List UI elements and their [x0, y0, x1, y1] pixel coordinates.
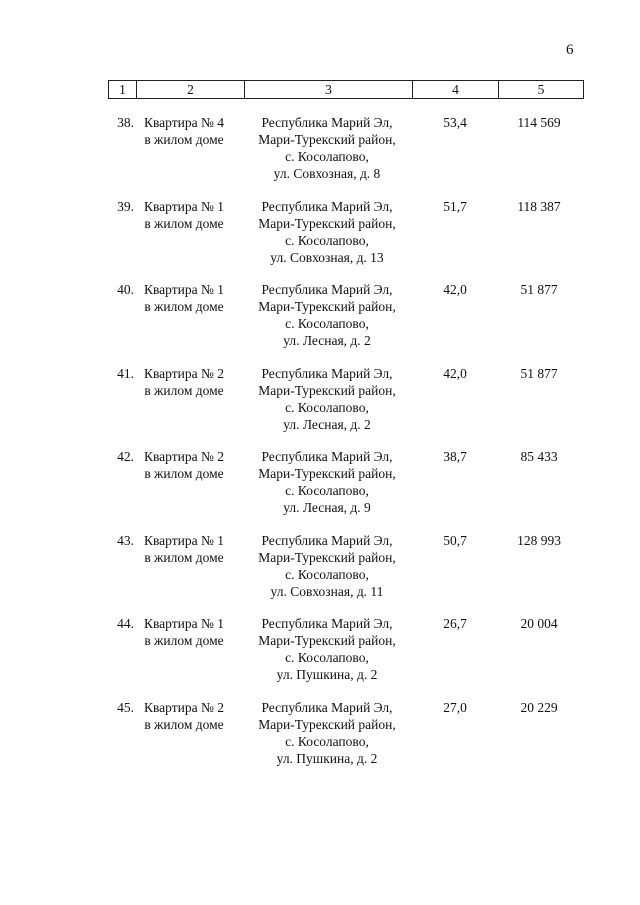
- property-name-line: в жилом доме: [144, 466, 224, 481]
- property-name-line: в жилом доме: [144, 132, 224, 147]
- property-name-line: Квартира № 2: [143, 699, 224, 715]
- table-row: [0, 198, 640, 282]
- address-line: с. Косолапово,: [285, 483, 369, 498]
- address-line: Республика Марий Эл,: [261, 449, 393, 464]
- property-name: [134, 281, 234, 315]
- property-address: [243, 365, 411, 433]
- address-line: ул. Совхозная, д. 11: [270, 583, 384, 599]
- property-value: 118 387: [517, 198, 561, 214]
- column-header-4: 4: [413, 81, 499, 99]
- property-value: 51 877: [520, 365, 558, 381]
- property-address: [243, 114, 411, 182]
- address-line: ул. Совхозная, д. 13: [270, 249, 384, 265]
- property-name-line: Квартира № 1: [143, 198, 224, 214]
- property-name-line: в жилом доме: [144, 215, 224, 231]
- property-address: [243, 615, 411, 683]
- property-name-line: Квартира № 1: [143, 282, 224, 297]
- property-name-line: Квартира № 2: [143, 449, 224, 464]
- address-line: Республика Марий Эл,: [261, 198, 393, 214]
- address-line: Республика Марий Эл,: [261, 115, 393, 130]
- row-number: 43.: [117, 532, 134, 548]
- property-name-line: Квартира № 1: [143, 616, 224, 631]
- row-number: 39.: [117, 198, 134, 214]
- property-name-line: Квартира № 4: [143, 115, 224, 130]
- column-header-table: [108, 80, 584, 99]
- address-line: Мари-Турекский район,: [258, 299, 396, 314]
- table-row: [0, 365, 640, 449]
- column-header-2: 2: [137, 81, 245, 99]
- address-line: с. Косолапово,: [285, 232, 369, 248]
- row-number: 38.: [117, 115, 134, 130]
- address-line: с. Косолапово,: [285, 316, 369, 331]
- row-number: 41.: [117, 365, 134, 381]
- table-row: [0, 699, 640, 783]
- property-address: [243, 281, 411, 349]
- property-area: 27,0: [443, 699, 467, 715]
- address-line: ул. Лесная, д. 2: [283, 333, 371, 348]
- row-number: 45.: [117, 699, 134, 715]
- property-value: 20 004: [520, 616, 558, 631]
- property-value: 85 433: [520, 449, 558, 464]
- property-value: 20 229: [520, 699, 558, 715]
- address-line: с. Косолапово,: [285, 733, 369, 749]
- row-number: 40.: [117, 282, 134, 297]
- property-area: 26,7: [443, 616, 467, 631]
- address-line: Мари-Турекский район,: [258, 633, 396, 648]
- address-line: ул. Лесная, д. 2: [283, 416, 371, 432]
- address-line: Республика Марий Эл,: [261, 282, 393, 297]
- property-name: [134, 198, 234, 232]
- property-area: 38,7: [443, 449, 467, 464]
- address-line: с. Косолапово,: [285, 399, 369, 415]
- address-line: с. Косолапово,: [285, 650, 369, 665]
- property-area: 42,0: [443, 365, 467, 381]
- address-line: с. Косолапово,: [285, 149, 369, 164]
- column-header-1: 1: [109, 81, 137, 99]
- property-name-line: в жилом доме: [144, 299, 224, 314]
- property-name: [134, 532, 234, 566]
- address-line: Республика Марий Эл,: [261, 699, 393, 715]
- table-row: [0, 615, 640, 699]
- address-line: Мари-Турекский район,: [258, 132, 396, 147]
- address-line: Мари-Турекский район,: [258, 382, 396, 398]
- property-name-line: в жилом доме: [144, 633, 224, 648]
- table-row: [0, 281, 640, 365]
- property-name-line: в жилом доме: [144, 549, 224, 565]
- address-line: ул. Лесная, д. 9: [283, 500, 371, 515]
- address-line: Мари-Турекский район,: [258, 215, 396, 231]
- property-value: 51 877: [520, 282, 558, 297]
- property-name-line: Квартира № 1: [143, 532, 224, 548]
- property-name: [134, 448, 234, 482]
- table-row: [0, 114, 640, 198]
- property-area: 50,7: [443, 532, 467, 548]
- property-value: 128 993: [517, 532, 561, 548]
- property-address: [243, 448, 411, 516]
- address-line: Мари-Турекский район,: [258, 716, 396, 732]
- property-area: 53,4: [443, 115, 467, 130]
- property-area: 42,0: [443, 282, 467, 297]
- table-row: [0, 532, 640, 616]
- address-line: ул. Пушкина, д. 2: [276, 750, 378, 766]
- property-name: [134, 615, 234, 649]
- property-name: [134, 114, 234, 148]
- column-header-row: [109, 81, 584, 99]
- property-list: [0, 114, 640, 782]
- row-number: 42.: [117, 449, 134, 464]
- property-address: [243, 532, 411, 600]
- address-line: Мари-Турекский район,: [258, 549, 396, 565]
- property-name: [134, 699, 234, 733]
- property-address: [243, 699, 411, 767]
- address-line: Республика Марий Эл,: [261, 616, 393, 631]
- row-number: 44.: [117, 616, 134, 631]
- property-area: 51,7: [443, 198, 467, 214]
- property-name-line: в жилом доме: [144, 716, 224, 732]
- property-name-line: Квартира № 2: [143, 365, 224, 381]
- property-name-line: в жилом доме: [144, 382, 224, 398]
- page-number: 6: [566, 42, 574, 58]
- property-address: [243, 198, 411, 266]
- address-line: Республика Марий Эл,: [261, 365, 393, 381]
- address-line: Мари-Турекский район,: [258, 466, 396, 481]
- address-line: ул. Совхозная, д. 8: [273, 166, 381, 181]
- address-line: с. Косолапово,: [285, 566, 369, 582]
- property-value: 114 569: [517, 115, 561, 130]
- property-name: [134, 365, 234, 399]
- column-header-5: 5: [499, 81, 584, 99]
- column-header-3: 3: [245, 81, 413, 99]
- address-line: Республика Марий Эл,: [261, 532, 393, 548]
- table-row: [0, 448, 640, 532]
- address-line: ул. Пушкина, д. 2: [276, 667, 378, 682]
